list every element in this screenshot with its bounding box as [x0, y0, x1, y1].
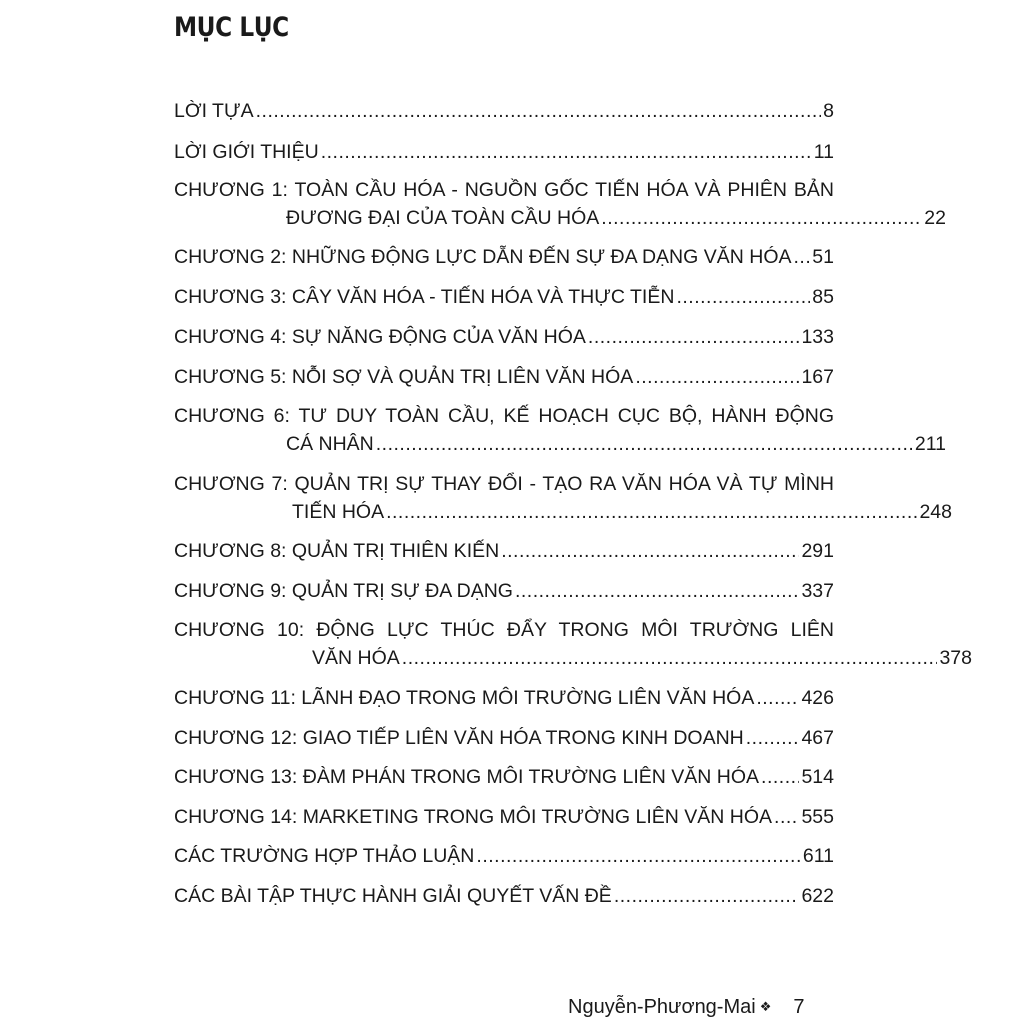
toc-page-number: 467: [801, 727, 834, 749]
toc-entry[interactable]: [174, 882, 834, 910]
dot-leader: [476, 842, 801, 870]
toc-entry-title: CHƯƠNG 4: SỰ NĂNG ĐỘNG CỦA VĂN HÓA: [174, 326, 586, 348]
toc-entry-title: CHƯƠNG 7: QUẢN TRỊ SỰ THAY ĐỔI - TẠO RA VĂN HÓA VÀ TỰ MÌNH: [174, 473, 834, 495]
toc-entry[interactable]: [174, 803, 834, 831]
page-title: MỤC LỤC: [174, 12, 289, 43]
dot-leader: [386, 498, 917, 526]
toc-entry-title: CHƯƠNG 2: NHỮNG ĐỘNG LỰC DẪN ĐẾN SỰ ĐA DẠNG VĂN HÓA: [174, 246, 792, 268]
toc-entry-title: CHƯƠNG 12: GIAO TIẾP LIÊN VĂN HÓA TRONG KINH DOANH: [174, 727, 744, 749]
toc-entry[interactable]: [174, 323, 834, 351]
toc-page-number: 248: [919, 501, 952, 523]
toc-entry-title: CÁ NHÂN: [286, 433, 374, 455]
footer-author: Nguyễn-Phương-Mai: [568, 996, 756, 1018]
toc-entry-title: CHƯƠNG 11: LÃNH ĐẠO TRONG MÔI TRƯỜNG LIÊN VĂN HÓA: [174, 687, 755, 709]
toc-page-number: 514: [801, 766, 834, 788]
toc-page-number: 11: [813, 141, 834, 163]
toc-entry-title: ĐƯƠNG ĐẠI CỦA TOÀN CẦU HÓA: [286, 207, 600, 229]
toc-entry-title: TIẾN HÓA: [292, 501, 385, 523]
toc-entry[interactable]: [174, 138, 834, 166]
dot-leader: [794, 243, 811, 271]
toc-entry[interactable]: [174, 684, 834, 712]
dot-leader: [635, 363, 799, 391]
toc-page-number: 167: [801, 366, 834, 388]
toc-page-number: 622: [801, 885, 834, 907]
toc-entry-title: CHƯƠNG 10: ĐỘNG LỰC THÚC ĐẨY TRONG MÔI TRƯỜNG LIÊN: [174, 619, 834, 641]
page-footer: [568, 996, 804, 1019]
toc-entry-title: CHƯƠNG 9: QUẢN TRỊ SỰ ĐA DẠNG: [174, 580, 513, 602]
toc-page-number: 22: [924, 207, 946, 229]
toc-page-number: 611: [802, 845, 834, 867]
toc-entry[interactable]: [174, 842, 834, 870]
toc-entry-title: CHƯƠNG 1: TOÀN CẦU HÓA - NGUỒN GỐC TIẾN HÓA VÀ PHIÊN BẢN: [174, 179, 834, 201]
toc-entry-title: CÁC TRƯỜNG HỢP THẢO LUẬN: [174, 845, 475, 867]
toc-entry[interactable]: [174, 176, 946, 232]
footer-page-number: 7: [793, 996, 805, 1018]
toc-entry[interactable]: [174, 97, 834, 125]
toc-entry[interactable]: [174, 763, 834, 791]
dot-leader: [746, 724, 800, 752]
toc-entry[interactable]: [174, 283, 834, 311]
toc-page-number: 555: [801, 806, 834, 828]
ornament-icon: ❖: [759, 999, 772, 1014]
dot-leader: [402, 644, 938, 672]
toc-entry-title: LỜI TỰA: [174, 100, 254, 122]
toc-page-number: 426: [801, 687, 834, 709]
toc-entry[interactable]: [174, 363, 834, 391]
dot-leader: [321, 138, 812, 166]
toc-entry-title: CHƯƠNG 3: CÂY VĂN HÓA - TIẾN HÓA VÀ THỰC TIỄN: [174, 286, 675, 308]
toc-entry-title: CHƯƠNG 6: TƯ DUY TOÀN CẦU, KẾ HOẠCH CỤC BỘ, HÀNH ĐỘNG: [174, 405, 834, 427]
toc-page-number: 211: [914, 433, 946, 455]
toc-page-number: 51: [812, 246, 834, 268]
dot-leader: [588, 323, 800, 351]
dot-leader: [756, 684, 799, 712]
dot-leader: [761, 763, 799, 791]
dot-leader: [774, 803, 799, 831]
toc-entry[interactable]: [174, 577, 834, 605]
toc-entry-title: CHƯƠNG 13: ĐÀM PHÁN TRONG MÔI TRƯỜNG LIÊN VĂN HÓA: [174, 766, 760, 788]
dot-leader: [256, 97, 822, 125]
dot-leader: [376, 430, 913, 458]
toc-entry[interactable]: [174, 243, 834, 271]
toc-entry-title: CHƯƠNG 14: MARKETING TRONG MÔI TRƯỜNG LIÊN VĂN HÓA: [174, 806, 773, 828]
dot-leader: [601, 204, 922, 232]
toc-entry[interactable]: [174, 402, 946, 458]
toc-page-number: 378: [939, 647, 972, 669]
toc-entry[interactable]: [174, 537, 834, 565]
dot-leader: [501, 537, 799, 565]
toc-page-number: 337: [801, 580, 834, 602]
toc-entry-title: LỜI GIỚI THIỆU: [174, 141, 319, 163]
toc-page-number: 8: [823, 100, 834, 122]
toc-page-number: 291: [801, 540, 834, 562]
toc-entry[interactable]: [174, 724, 834, 752]
dot-leader: [614, 882, 800, 910]
toc-entry[interactable]: [174, 616, 972, 672]
toc-entry-title: VĂN HÓA: [312, 647, 400, 669]
toc-page-number: 133: [801, 326, 834, 348]
toc-entry[interactable]: [174, 470, 952, 526]
dot-leader: [676, 283, 810, 311]
dot-leader: [515, 577, 799, 605]
toc-entry-title: CHƯƠNG 8: QUẢN TRỊ THIÊN KIẾN: [174, 540, 500, 562]
toc-entry-title: CÁC BÀI TẬP THỰC HÀNH GIẢI QUYẾT VẤN ĐỀ: [174, 885, 612, 907]
toc-entry-title: CHƯƠNG 5: NỖI SỢ VÀ QUẢN TRỊ LIÊN VĂN HÓA: [174, 366, 634, 388]
toc-page-number: 85: [812, 286, 834, 308]
